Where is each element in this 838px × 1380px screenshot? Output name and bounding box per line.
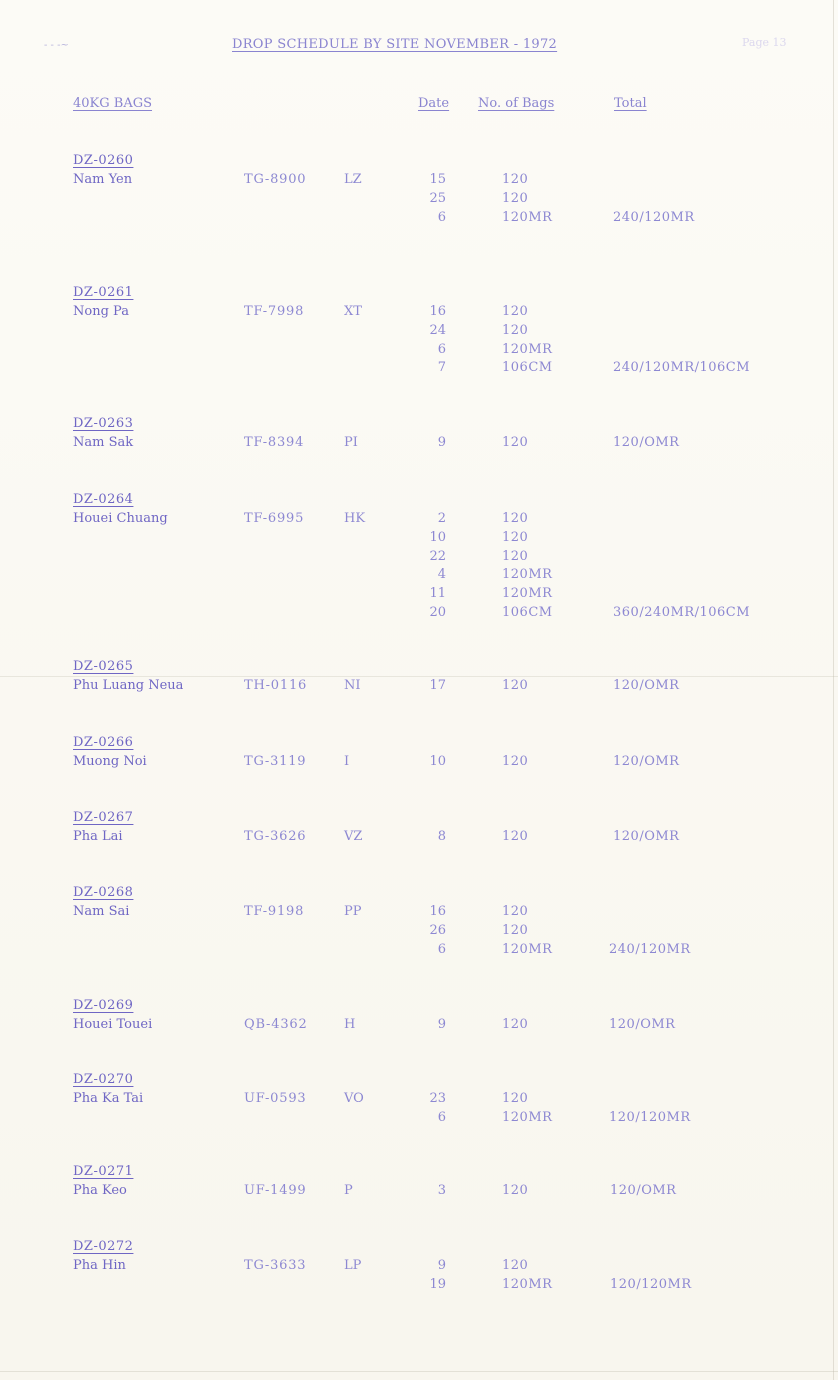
drop-list [0, 1091, 838, 1129]
site-grid-code: TG-3633 [244, 1258, 307, 1273]
drop-date: 9 [437, 435, 446, 450]
drop-row [0, 323, 838, 342]
site-name: Muong Noi [73, 754, 147, 769]
paper-edge [0, 1371, 838, 1372]
site-call-sign: P [344, 1183, 353, 1198]
drop-date: 9 [437, 1258, 446, 1273]
drop-date: 15 [429, 172, 446, 187]
column-header-total: Total [614, 96, 647, 111]
drop-date: 6 [437, 341, 446, 357]
drop-bag-count: 120 [502, 1258, 529, 1273]
drop-date: 16 [429, 904, 446, 919]
drop-bag-count: 120 [502, 678, 529, 693]
page-mark: Page 13 [742, 36, 787, 49]
drop-date: 9 [437, 1017, 446, 1032]
drop-row [0, 923, 838, 942]
site-call-sign: PP [344, 904, 362, 919]
drop-date: 4 [437, 567, 446, 583]
drop-bag-count: 120MR [502, 1276, 553, 1292]
drop-date: 7 [437, 360, 446, 376]
drop-date: 24 [429, 322, 446, 338]
site-grid-code: TF-8394 [244, 435, 305, 450]
drop-date: 3 [437, 1183, 446, 1198]
drop-date: 23 [429, 1091, 446, 1106]
site-total: 120/OMR [609, 1017, 676, 1032]
site-total: 240/120MR [613, 209, 695, 225]
site-name: Pha Ka Tai [73, 1091, 144, 1106]
drop-bag-count: 120 [502, 922, 529, 938]
drop-bag-count: 120 [502, 1017, 529, 1032]
drop-row [0, 586, 838, 605]
site-total: 240/120MR [609, 941, 691, 957]
drop-bag-count: 120MR [502, 567, 553, 583]
drop-bag-count: 106CM [502, 604, 553, 620]
drop-list [0, 829, 838, 848]
drop-list [0, 1017, 838, 1036]
site-dz-number: DZ-0261 [73, 285, 134, 300]
site-dz-number: DZ-0269 [73, 998, 134, 1013]
drop-bag-count: 120 [502, 304, 529, 319]
drop-date: 17 [429, 678, 446, 693]
site-dz-number: DZ-0260 [73, 153, 134, 168]
site-dz-number: DZ-0267 [73, 810, 134, 825]
site-name: Phu Luang Neua [73, 678, 184, 693]
site-name: Houei Touei [73, 1017, 153, 1032]
site-dz-number: DZ-0264 [73, 492, 134, 507]
site-total: 120/OMR [610, 1183, 677, 1198]
site-grid-code: UF-0593 [244, 1091, 307, 1106]
drop-bag-count: 120MR [502, 209, 553, 225]
site-grid-code: TH-0116 [244, 678, 308, 693]
site-total: 240/120MR/106CM [613, 360, 751, 376]
site-dz-number: DZ-0272 [73, 1239, 134, 1254]
drop-list [0, 1258, 838, 1296]
drop-row [0, 1258, 838, 1277]
site-call-sign: LP [344, 1258, 362, 1273]
drop-bag-count: 120 [502, 1183, 529, 1198]
site-grid-code: TF-7998 [244, 304, 305, 319]
drop-bag-count: 120MR [502, 341, 553, 357]
drop-bag-count: 120 [502, 754, 529, 769]
drop-date: 26 [429, 922, 446, 938]
drop-row [0, 549, 838, 568]
site-dz-number: DZ-0265 [73, 659, 134, 674]
drop-date: 20 [429, 604, 446, 620]
site-call-sign: NI [344, 678, 361, 693]
drop-bag-count: 120MR [502, 941, 553, 957]
site-call-sign: PI [344, 435, 358, 450]
paper-fold [0, 676, 838, 677]
site-total: 360/240MR/106CM [613, 605, 751, 620]
site-grid-code: QB-4362 [244, 1017, 308, 1032]
drop-list [0, 754, 838, 773]
drop-bag-count: 120MR [502, 586, 553, 602]
site-name: Nam Sai [73, 904, 130, 919]
drop-row [0, 942, 838, 961]
drop-row [0, 435, 838, 454]
drop-date: 19 [429, 1276, 446, 1292]
site-grid-code: TG-3626 [244, 829, 307, 844]
site-total: 120/120MR [610, 1276, 692, 1292]
drop-list [0, 904, 838, 960]
site-name: Nam Yen [73, 172, 133, 187]
drop-bag-count: 106CM [502, 360, 553, 376]
site-name: Pha Lai [73, 829, 123, 844]
site-call-sign: LZ [344, 172, 362, 187]
site-name: Pha Hin [73, 1258, 126, 1273]
site-dz-number: DZ-0270 [73, 1072, 134, 1087]
drop-date: 6 [437, 1109, 446, 1125]
drop-bag-count: 120 [502, 322, 529, 338]
site-call-sign: H [344, 1017, 356, 1032]
drop-bag-count: 120MR [502, 1109, 553, 1125]
drop-bag-count: 120 [502, 904, 529, 919]
drop-date: 16 [429, 304, 446, 319]
drop-date: 25 [429, 190, 446, 206]
site-grid-code: TG-3119 [244, 754, 307, 769]
drop-date: 6 [437, 941, 446, 957]
drop-bag-count: 120 [502, 511, 529, 526]
drop-bag-count: 120 [502, 190, 529, 206]
drop-bag-count: 120 [502, 435, 529, 450]
drop-bag-count: 120 [502, 548, 529, 564]
drop-date: 22 [429, 548, 446, 564]
corner-mark: - - -~ [44, 40, 69, 51]
site-grid-code: TF-6995 [244, 511, 305, 526]
site-total: 120/OMR [613, 829, 680, 844]
drop-date: 10 [429, 529, 446, 545]
drop-row [0, 1277, 838, 1296]
drop-row [0, 754, 838, 773]
site-name: Houei Chuang [73, 511, 168, 526]
site-total: 120/OMR [613, 678, 680, 693]
drop-row [0, 1091, 838, 1110]
column-header-number: No. of Bags [478, 96, 555, 111]
drop-list [0, 1183, 838, 1202]
drop-row [0, 210, 838, 229]
drop-row [0, 1017, 838, 1036]
site-dz-number: DZ-0271 [73, 1164, 134, 1179]
document-title: DROP SCHEDULE BY SITE NOVEMBER - 1972 [232, 37, 558, 52]
drop-row [0, 1110, 838, 1129]
site-name: Nong Pa [73, 304, 129, 319]
site-total: 120/OMR [613, 435, 680, 450]
drop-row [0, 1183, 838, 1202]
site-grid-code: UF-1499 [244, 1183, 307, 1198]
drop-row [0, 304, 838, 323]
site-grid-code: TF-9198 [244, 904, 305, 919]
site-call-sign: HK [344, 511, 366, 526]
drop-row [0, 530, 838, 549]
drop-row [0, 191, 838, 210]
column-header-date: Date [418, 96, 450, 111]
site-call-sign: VO [344, 1091, 364, 1106]
drop-row [0, 567, 838, 586]
drop-bag-count: 120 [502, 529, 529, 545]
drop-row [0, 829, 838, 848]
site-name: Pha Keo [73, 1183, 127, 1198]
drop-list [0, 435, 838, 454]
site-dz-number: DZ-0266 [73, 735, 134, 750]
column-header-bags: 40KG BAGS [73, 96, 153, 111]
drop-row [0, 172, 838, 191]
site-grid-code: TG-8900 [244, 172, 307, 187]
site-total: 120/OMR [613, 754, 680, 769]
drop-date: 2 [437, 511, 446, 526]
drop-list [0, 678, 838, 697]
site-dz-number: DZ-0263 [73, 416, 134, 431]
site-name: Nam Sak [73, 435, 134, 450]
drop-date: 10 [429, 754, 446, 769]
site-call-sign: VZ [344, 829, 363, 844]
drop-date: 6 [437, 209, 446, 225]
drop-row [0, 678, 838, 697]
site-call-sign: XT [344, 304, 362, 319]
drop-date: 11 [429, 586, 446, 602]
drop-list [0, 172, 838, 228]
drop-bag-count: 120 [502, 1091, 529, 1106]
site-dz-number: DZ-0268 [73, 885, 134, 900]
drop-bag-count: 120 [502, 172, 529, 187]
drop-row [0, 904, 838, 923]
drop-row [0, 342, 838, 361]
drop-date: 8 [437, 829, 446, 844]
site-call-sign: I [344, 754, 350, 769]
drop-row [0, 511, 838, 530]
site-total: 120/120MR [609, 1109, 691, 1125]
drop-bag-count: 120 [502, 829, 529, 844]
